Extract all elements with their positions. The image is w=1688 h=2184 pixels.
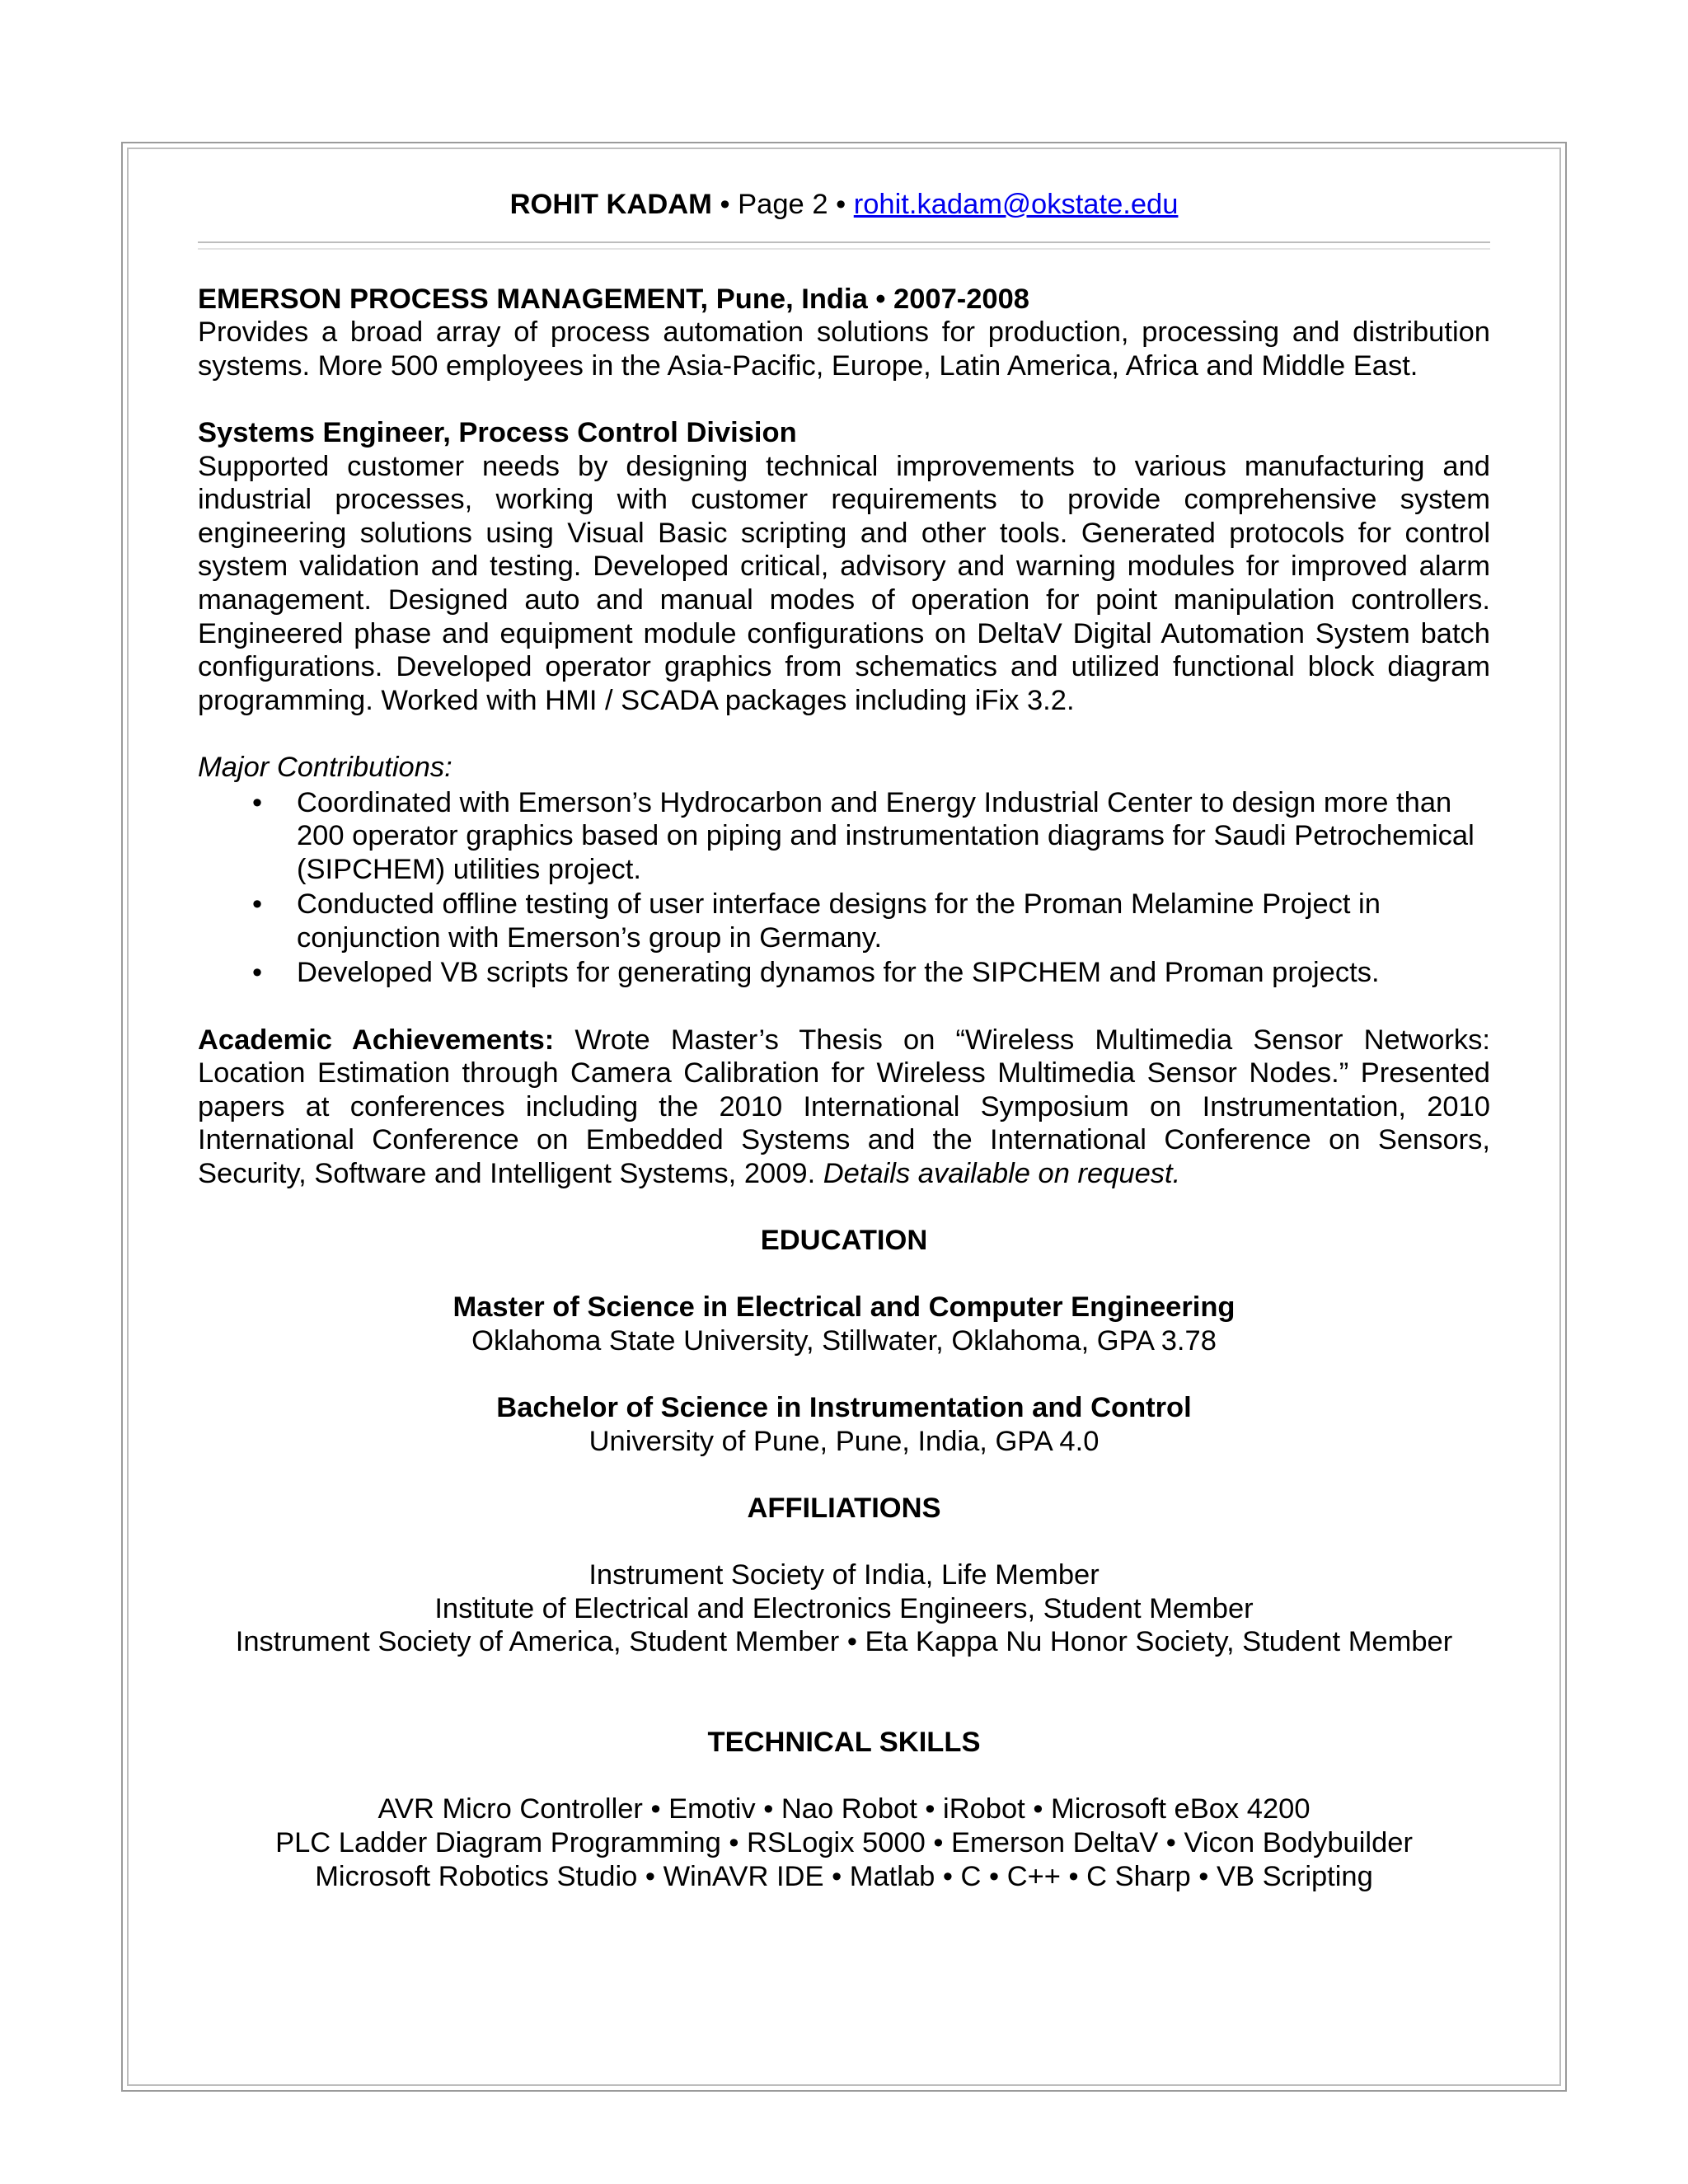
skills-heading: TECHNICAL SKILLS (707, 1727, 981, 1759)
bullet-icon: • (252, 786, 263, 818)
resume-page (198, 188, 1490, 1893)
position-title: Systems Engineer, Process Control Division (198, 416, 797, 448)
contributions-heading: Major Contributions: (198, 751, 452, 783)
academic-text: Wrote Master’s Thesis on “Wireless Multimedia Sensor Networks: Location Estimation through Camera Calibration for Wireless Multimedia Sensor Nodes.” Presented papers at conferences including the 2010 International Symposium on Instrumentation, 2010 International Conference on Embedded Systems and the International Conference on Sensors, Security, Software and Intelligent Systems, 2009. (198, 1024, 1491, 1190)
contribution-text: Coordinated with Emerson’s Hydrocarbon and Energy Industrial Center to design more than 200 operator graphics based on piping and instrumentation diagrams for Saudi Petrochemical (SIPCHEM) utilities project. (297, 786, 1475, 885)
skills-line: Microsoft Robotics Studio • WinAVR IDE • Matlab • C • C++ • C Sharp • VB Scripting (315, 1860, 1373, 1892)
degree-school: Oklahoma State University, Stillwater, Oklahoma, GPA 3.78 (471, 1325, 1217, 1357)
degree-title: Bachelor of Science in Instrumentation and Control (496, 1392, 1192, 1424)
degree-title: Master of Science in Electrical and Computer Engineering (452, 1291, 1236, 1324)
affiliation-line: Institute of Electrical and Electronics Engineers, Student Member (434, 1592, 1254, 1624)
list-item (198, 888, 1490, 954)
employer-description: Provides a broad array of process automation solutions for production, processing and distribution systems. More 500 employees in the Asia-Pacific, Europe, Latin America, Africa and Middle East. (198, 316, 1490, 382)
position-description: Supported customer needs by designing technical improvements to various manufacturing and industrial processes, working with customer requirements to provide comprehensive system engineering solutions using Visual Basic scripting and other tools. Generated protocols for control system validation and testing. Developed critical, advisory and warning modules for improved alarm management. Designed auto and manual modes of operation for point manipulation controllers. Engineered phase and equipment module configurations on DeltaV Digital Automation System batch configurations. Developed operator graphics from schematics and utilized functional block diagram programming. Worked with HMI / SCADA packages including iFix 3.2. (198, 450, 1490, 716)
contributions-list (198, 786, 1490, 991)
education-heading: EDUCATION (760, 1225, 928, 1257)
bullet-icon: • (252, 957, 263, 989)
page-label: • Page 2 • (711, 189, 854, 220)
contribution-text: Conducted offline testing of user interface designs for the Proman Melamine Project in conjunction with Emerson’s group in Germany. (297, 888, 1381, 954)
academic-note: Details available on request. (823, 1158, 1181, 1190)
affiliation-line: Instrument Society of India, Life Member (588, 1559, 1100, 1591)
skills-line: AVR Micro Controller • Emotiv • Nao Robot • iRobot • Microsoft eBox 4200 (377, 1793, 1311, 1825)
email-link[interactable]: rohit.kadam@okstate.edu (853, 189, 1179, 220)
employer-heading: EMERSON PROCESS MANAGEMENT, Pune, India • 2007-2008 (198, 283, 1029, 315)
academic-achievements (198, 1024, 1490, 1191)
candidate-name: ROHIT KADAM (509, 189, 712, 220)
affiliation-line: Instrument Society of America, Student Member • Eta Kappa Nu Honor Society, Student Member (235, 1626, 1453, 1658)
contribution-text: Developed VB scripts for generating dynamos for the SIPCHEM and Proman projects. (297, 957, 1380, 989)
bullet-icon: • (252, 888, 263, 921)
academic-label: Academic Achievements: (198, 1024, 555, 1056)
affiliations-heading: AFFILIATIONS (747, 1492, 941, 1524)
page-header (198, 188, 1490, 222)
degree-school: University of Pune, Pune, India, GPA 4.0 (588, 1425, 1100, 1457)
list-item (198, 786, 1490, 887)
skills-line: PLC Ladder Diagram Programming • RSLogix 5000 • Emerson DeltaV • Vicon Bodybuilder (275, 1826, 1413, 1858)
header-divider (198, 241, 1490, 250)
list-item (198, 956, 1490, 990)
